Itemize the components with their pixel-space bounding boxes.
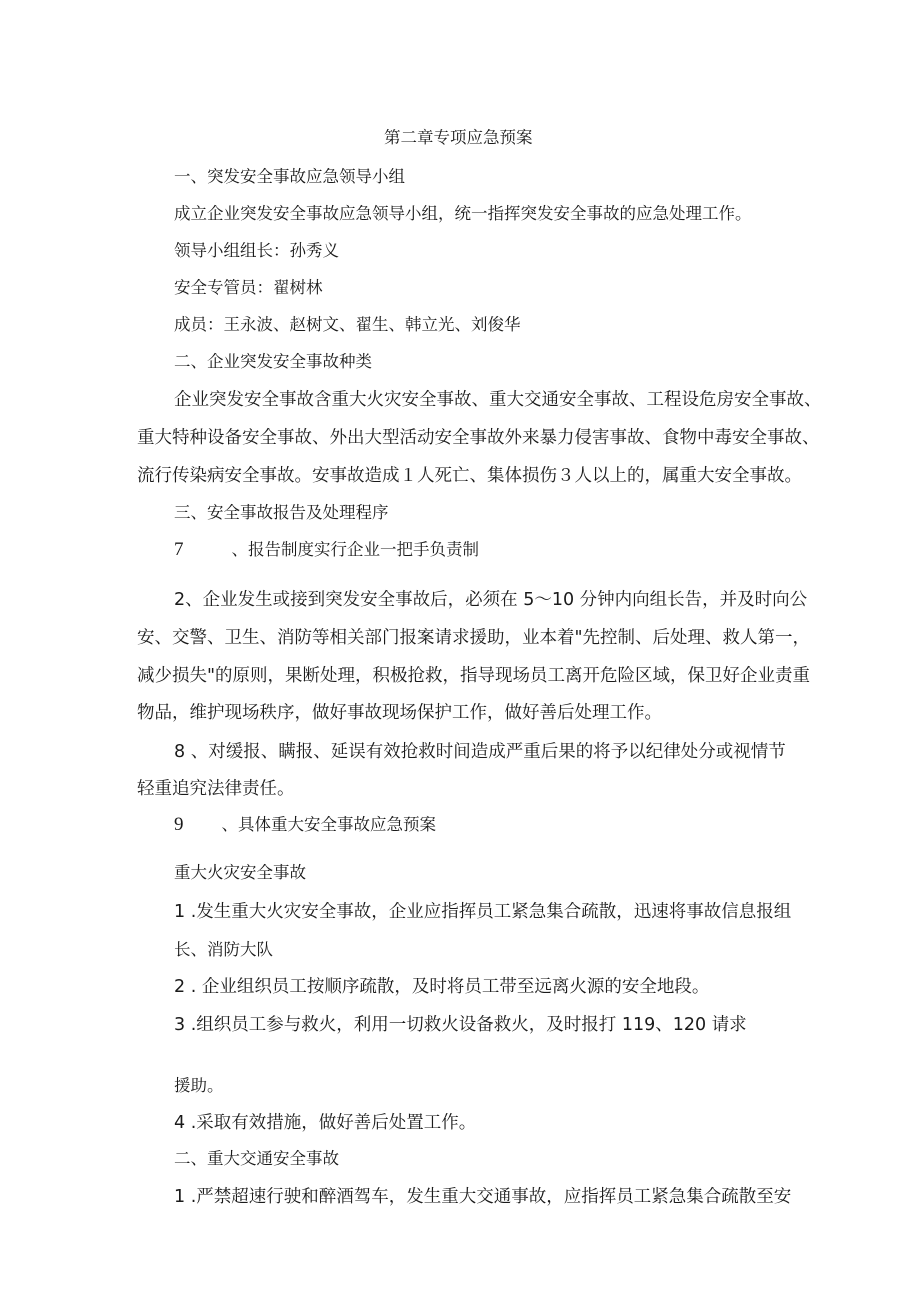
fire-item-3: 3 .组织员工参与救火，利用一切救火设备救火，及时报打 119、120 请求 — [174, 1015, 747, 1035]
item-8-line-1: 8 、对缓报、瞒报、延误有效抢救时间造成严重后果的将予以纪律处分或视情节 — [174, 742, 786, 762]
item-2-line-2: 安、交警、卫生、消防等相关部门报案请求援助，业本着"先控制、后处理、救人第一， — [137, 628, 811, 648]
accident-types-line-2: 重大特种设备安全事故、外出大型活动安全事故外来暴力侵害事故、食物中毒安全事故、 — [137, 428, 820, 448]
leadership-intro: 成立企业突发安全事故应急领导小组，统一指挥突发安全事故的应急处理工作。 — [174, 204, 752, 223]
group-members: 成员：王永波、赵树文、翟生、韩立光、刘俊华 — [174, 315, 521, 334]
accident-types-line-3: 流行传染病安全事故。安事故造成１人死亡、集体损伤３人以上的，属重大安全事故。 — [137, 466, 802, 486]
section-heading-accident-types: 二、企业突发安全事故种类 — [174, 352, 372, 371]
item-7 — [174, 538, 479, 562]
section-heading-report-procedure: 三、安全事故报告及处理程序 — [174, 503, 389, 522]
item-9 — [174, 813, 436, 837]
fire-item-1-line-2: 长、消防大队 — [174, 940, 273, 959]
page-title: 第二章专项应急预案 — [384, 128, 533, 147]
item-2-line-3: 减少损失"的原则，果断处理，积极抢救，指导现场员工离开危险区域，保卫好企业责重 — [137, 666, 811, 686]
fire-item-2: 2 . 企业组织员工按顺序疏散，及时将员工带至远离火源的安全地段。 — [174, 977, 710, 997]
fire-item-1-line-1: 1 .发生重大火灾安全事故，企业应指挥员工紧急集合疏散，迅速将事故信息报组 — [174, 902, 792, 922]
fire-item-4: 4 .采取有效措施，做好善后处置工作。 — [174, 1113, 477, 1133]
traffic-item-1: 1 .严禁超速行驶和醉酒驾车，发生重大交通事故，应指挥员工紧急集合疏散至安 — [174, 1187, 792, 1207]
accident-types-line-1: 企业突发安全事故含重大火灾安全事故、重大交通安全事故、工程设危房安全事故、 — [174, 390, 822, 410]
section-heading-leadership: 一、突发安全事故应急领导小组 — [174, 167, 405, 186]
fire-heading: 重大火灾安全事故 — [174, 863, 306, 882]
item-9-text: 、具体重大安全事故应急预案 — [221, 815, 436, 834]
item-9-number: 9 — [174, 814, 184, 835]
item-2-line-1: 2、企业发生或接到突发安全事故后，必须在 5～10 分钟内向组长告，并及时向公 — [174, 590, 808, 610]
traffic-heading: 二、重大交通安全事故 — [174, 1149, 339, 1168]
item-7-number: 7 — [174, 539, 184, 560]
group-leader: 领导小组组长：孙秀义 — [174, 241, 339, 260]
fire-item-3-continued: 援助。 — [174, 1076, 224, 1095]
item-7-text: 、报告制度实行企业一把手负责制 — [231, 540, 479, 559]
item-2-line-4: 物品，维护现场秩序，做好事故现场保护工作，做好善后处理工作。 — [137, 703, 662, 723]
item-8-line-2: 轻重追究法律责任。 — [137, 779, 295, 799]
safety-officer: 安全专管员：翟树林 — [174, 278, 323, 297]
